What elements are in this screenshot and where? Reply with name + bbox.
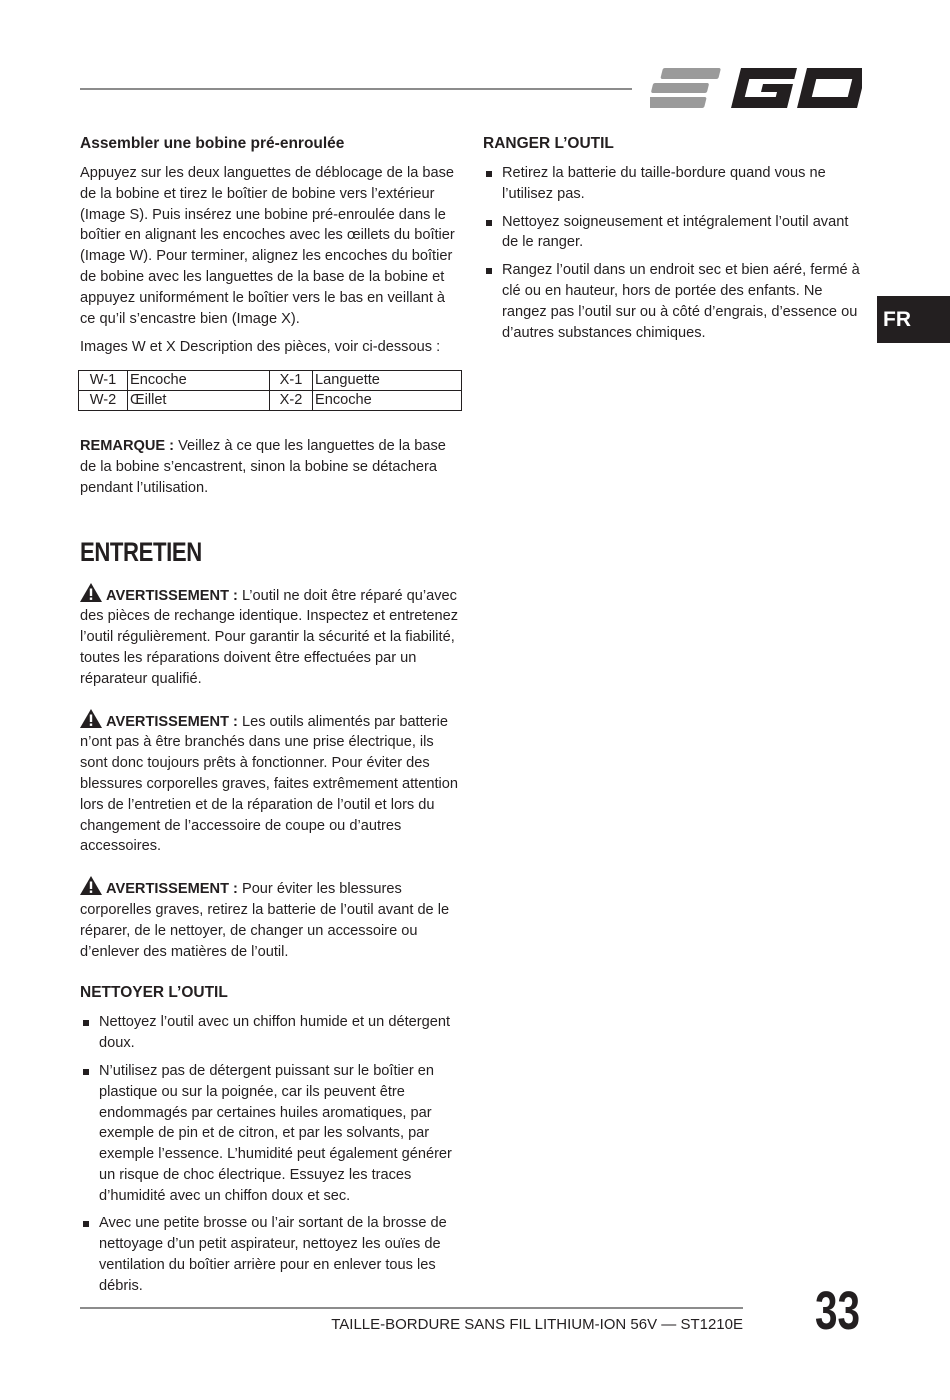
footer-rule bbox=[80, 1307, 743, 1309]
part-code: X-2 bbox=[270, 391, 313, 411]
page-number: 33 bbox=[815, 1281, 861, 1341]
clean-heading: NETTOYER L’OUTIL bbox=[80, 984, 228, 1002]
warning-label: AVERTISSEMENT : bbox=[106, 713, 238, 730]
assemble-heading: Assembler une bobine pré-enroulée bbox=[80, 135, 345, 152]
table-row bbox=[79, 371, 462, 391]
remark-note bbox=[80, 436, 464, 498]
warning-label: AVERTISSEMENT : bbox=[106, 881, 238, 898]
language-tab: FR bbox=[877, 296, 950, 343]
remark-label: REMARQUE : bbox=[80, 438, 175, 455]
parts-table bbox=[78, 370, 462, 411]
warning-triangle-icon bbox=[80, 709, 102, 728]
part-code: W-1 bbox=[79, 371, 128, 391]
section-title: ENTRETIEN bbox=[80, 536, 202, 567]
warning-text: L’outil ne doit être réparé qu’avec des pièces de rechange identique. Inspectez et entretenez l’outil régulièrement. Pour garantir la sécurité et la fiabilité, toutes les réparations doivent être effectuées par un réparateur qualifié. bbox=[80, 587, 459, 687]
clean-list bbox=[80, 1012, 464, 1296]
remark-text: Veillez à ce que les languettes de la base de la bobine s’encastrent, sinon la bobine se détachera pendant l’utilisation. bbox=[80, 438, 446, 496]
assemble-paragraph: Appuyez sur les deux languettes de déblocage de la base de la bobine et tirez le boîtier de bobine vers l’extérieur (Image S). Puis insérez une bobine pré-enroulée dans le boîtier en alignant les encoches avec les œillets du boîtier (Image W). Pour terminer, alignez les encoches du boîtier de bobine avec les languettes de la base de la bobine et appuyez uniformément le boîtier vers le bas en veillant à ce qu’il s’encastre bien (Image X). bbox=[80, 165, 455, 327]
header-rule bbox=[80, 88, 632, 90]
warning-triangle-icon bbox=[80, 583, 102, 602]
footer-product: TAILLE-BORDURE SANS FIL LITHIUM-ION 56V — ST1210E bbox=[331, 1316, 743, 1333]
right-column bbox=[483, 133, 868, 350]
ego-logo bbox=[650, 64, 862, 112]
store-list bbox=[483, 163, 868, 343]
list-item: Rangez l’outil dans un endroit sec et bien aéré, fermé à clé ou en hauteur, hors de portée des enfants. Ne rangez pas l’outil sur ou à côté d’engrais, d’essence ou d’autres substances chimiques. bbox=[483, 260, 868, 343]
warning-text: Les outils alimentés par batterie n’ont pas à être branchés dans une prise électrique, ils sont donc toujours prêts à fonctionner. Pour éviter des blessures corporelles graves, faites extrêmement attention lors de l’entretien et de la réparation de l’outil et lors du changement de l’accessoire de coupe ou d’autres accessoires. bbox=[80, 713, 458, 855]
store-heading: RANGER L’OUTIL bbox=[483, 135, 614, 152]
part-name: Encoche bbox=[128, 371, 270, 391]
warning-1 bbox=[80, 583, 464, 690]
list-item: N’utilisez pas de détergent puissant sur le boîtier en plastique ou sur la poignée, car ils peuvent être endommagés par certaines huiles aromatiques, par exemple de pin et de citron, et par les solvants, par exemple l’essence. L’humidité peut également générer un risque de choc électrique. Essuyez les traces d’humidité avec un chiffon doux et sec. bbox=[80, 1061, 464, 1207]
warning-3 bbox=[80, 876, 464, 962]
list-item: Retirez la batterie du taille-bordure quand vous ne l’utilisez pas. bbox=[483, 163, 868, 205]
list-item: Nettoyez l’outil avec un chiffon humide et un détergent doux. bbox=[80, 1012, 464, 1054]
warning-label: AVERTISSEMENT : bbox=[106, 587, 238, 604]
list-item: Avec une petite brosse ou l’air sortant de la brosse de nettoyage d’un petit aspirateur, nettoyez les ouïes de ventilation du boîtier arrière pour en enlever tous les débris. bbox=[80, 1213, 464, 1296]
warning-triangle-icon bbox=[80, 876, 102, 895]
warning-2 bbox=[80, 709, 464, 858]
list-item: Nettoyez soigneusement et intégralement l’outil avant de le ranger. bbox=[483, 212, 868, 254]
left-column bbox=[80, 133, 464, 1304]
part-name: Languette bbox=[313, 371, 462, 391]
images-caption: Images W et X Description des pièces, voir ci-dessous : bbox=[80, 339, 441, 356]
warning-text: Pour éviter les blessures corporelles graves, retirez la batterie de l’outil avant de le réparer, de le nettoyer, de changer un accessoire ou d’enlever des matières de l’outil. bbox=[80, 881, 450, 960]
part-name: Encoche bbox=[313, 391, 462, 411]
table-row bbox=[79, 391, 462, 411]
part-code: X-1 bbox=[270, 371, 313, 391]
part-name: Œillet bbox=[128, 391, 270, 411]
part-code: W-2 bbox=[79, 391, 128, 411]
